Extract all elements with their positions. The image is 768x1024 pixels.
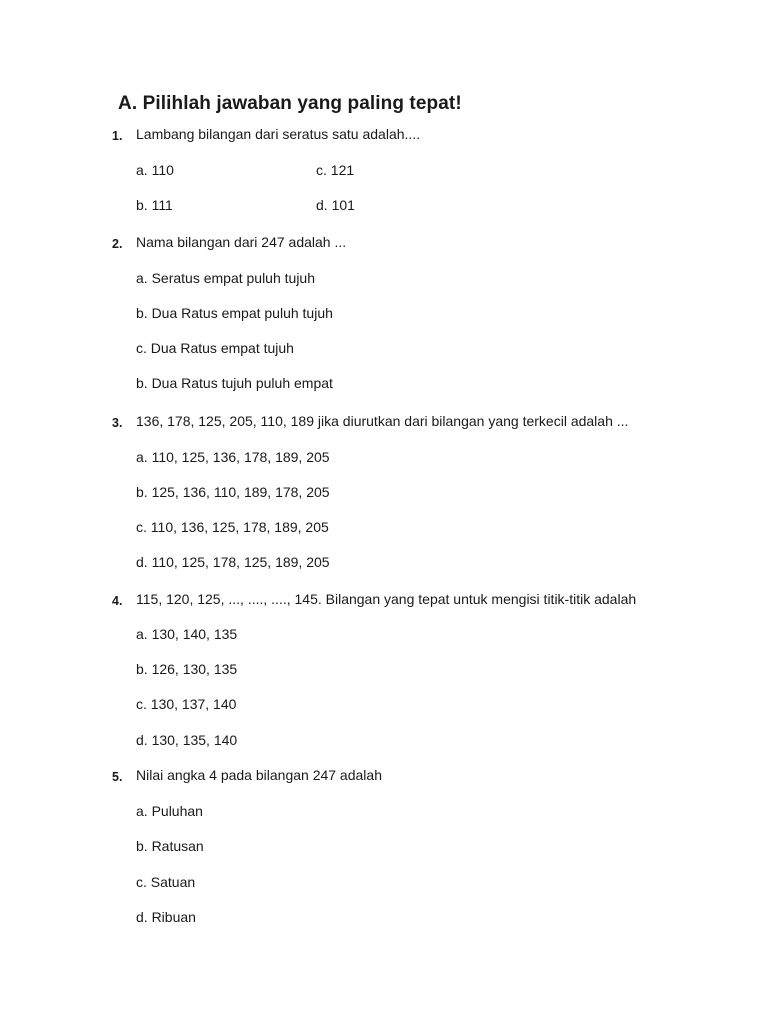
answer-option: c. 130, 137, 140	[136, 696, 237, 712]
question-text: 136, 178, 125, 205, 110, 189 jika diurutkan dari bilangan yang terkecil adalah ...	[136, 413, 629, 429]
answer-option: a. Puluhan	[136, 803, 203, 819]
answer-option: a. Seratus empat puluh tujuh	[136, 270, 316, 286]
answer-option: a. 130, 140, 135	[136, 626, 238, 642]
answer-option: d. Ribuan	[136, 909, 196, 925]
answer-option: b. 111	[136, 197, 173, 213]
answer-option: b. 125, 136, 110, 189, 178, 205	[136, 484, 330, 500]
answer-option: d. 110, 125, 178, 125, 189, 205	[136, 554, 330, 570]
answer-option: b. Dua Ratus empat puluh tujuh	[136, 305, 333, 321]
question-text: 115, 120, 125, ..., ...., ...., 145. Bilangan yang tepat untuk mengisi titik-titik adalah	[136, 591, 637, 607]
question-number: 1.	[112, 129, 123, 143]
question-text: Nama bilangan dari 247 adalah ...	[136, 234, 347, 250]
answer-option: b. Ratusan	[136, 838, 204, 854]
answer-option: c. 121	[316, 162, 355, 178]
answer-option: a. 110	[136, 162, 174, 178]
answer-option: d. 130, 135, 140	[136, 732, 238, 748]
question-number: 3.	[112, 416, 123, 430]
answer-option: c. Dua Ratus empat tujuh	[136, 340, 294, 356]
answer-option: c. 110, 136, 125, 178, 189, 205	[136, 519, 329, 535]
question-text: Lambang bilangan dari seratus satu adalah....	[136, 126, 421, 142]
section-title: A. Pilihlah jawaban yang paling tepat!	[118, 93, 462, 114]
answer-option: d. 101	[316, 197, 355, 213]
answer-option: c. Satuan	[136, 874, 196, 890]
question-number: 2.	[112, 237, 123, 251]
answer-option: b. Dua Ratus tujuh puluh empat	[136, 375, 333, 391]
answer-option: b. 126, 130, 135	[136, 661, 238, 677]
question-number: 5.	[112, 770, 123, 784]
answer-option: a. 110, 125, 136, 178, 189, 205	[136, 449, 330, 465]
question-text: Nilai angka 4 pada bilangan 247 adalah	[136, 767, 382, 783]
question-number: 4.	[112, 594, 123, 608]
